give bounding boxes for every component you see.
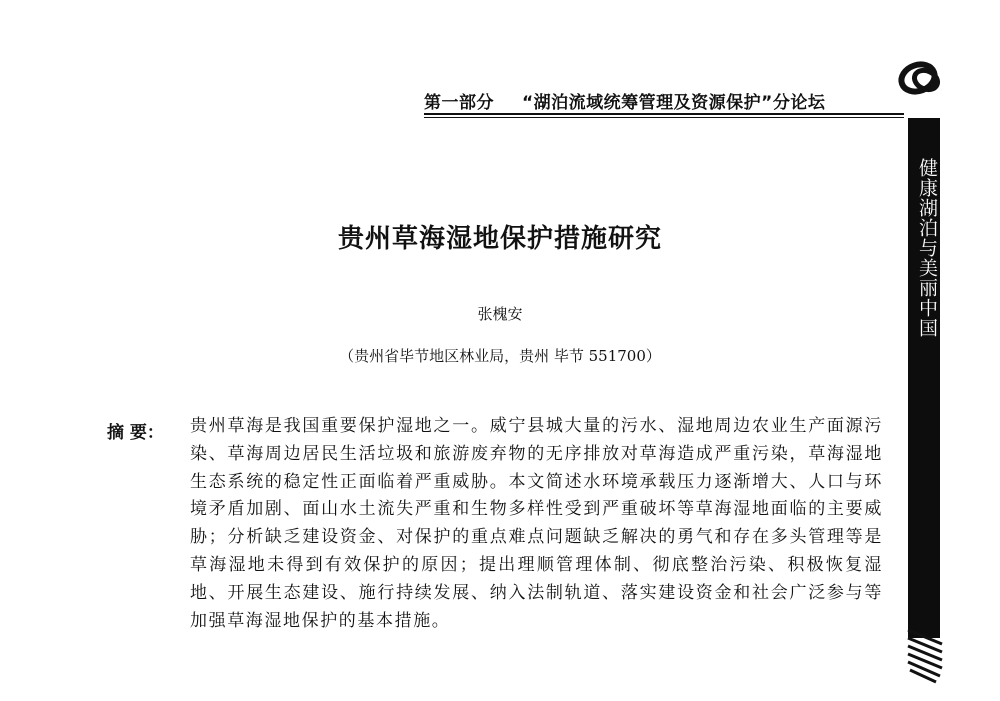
side-tab-text: 健康湖泊与美丽中国 xyxy=(916,158,938,338)
header-section: 第一部分 xyxy=(424,93,494,113)
keywords-line-cut xyxy=(107,690,667,701)
abstract-text: 贵州草海是我国重要保护湿地之一。威宁县城大量的污水、湿地周边农业生产面源污染、草海周边居民生活垃圾和旅游废弃物的无序排放对草海造成严重污染，草海湿地生态系统的稳定性正面临着严重威胁。本文简述水环境承载压力逐渐增大、人口与环境矛盾加剧、面山水土流失严重和生物多样性受到严重破坏等草海湿地面临的主要威胁；分析缺乏建设资金、对保护的重点难点问题缺乏解决的勇气和存在多头管理等是草海湿地未得到有效保护的原因；提出理顺管理体制、彻底整治污染、积极恢复湿地、开展生态建设、施行持续发展、纳入法制轨道、落实建设资金和社会广泛参与等加强草海湿地保护的基本措施。 xyxy=(190,416,883,631)
abstract-label: 摘 要： xyxy=(107,423,164,443)
article-title: 贵州草海湿地保护措施研究 xyxy=(337,224,662,254)
author-affiliation: （贵州省毕节地区林业局，贵州 毕节 551700） xyxy=(339,347,661,365)
author-name: 张槐安 xyxy=(477,305,523,323)
swirl-logo-icon xyxy=(896,56,952,102)
header-forum: “湖泊流域统筹管理及资源保护”分论坛 xyxy=(522,93,826,113)
header-rule-thin xyxy=(424,117,904,118)
header-rule xyxy=(424,113,904,115)
running-header xyxy=(424,88,825,113)
side-stripes-decoration xyxy=(906,626,946,686)
